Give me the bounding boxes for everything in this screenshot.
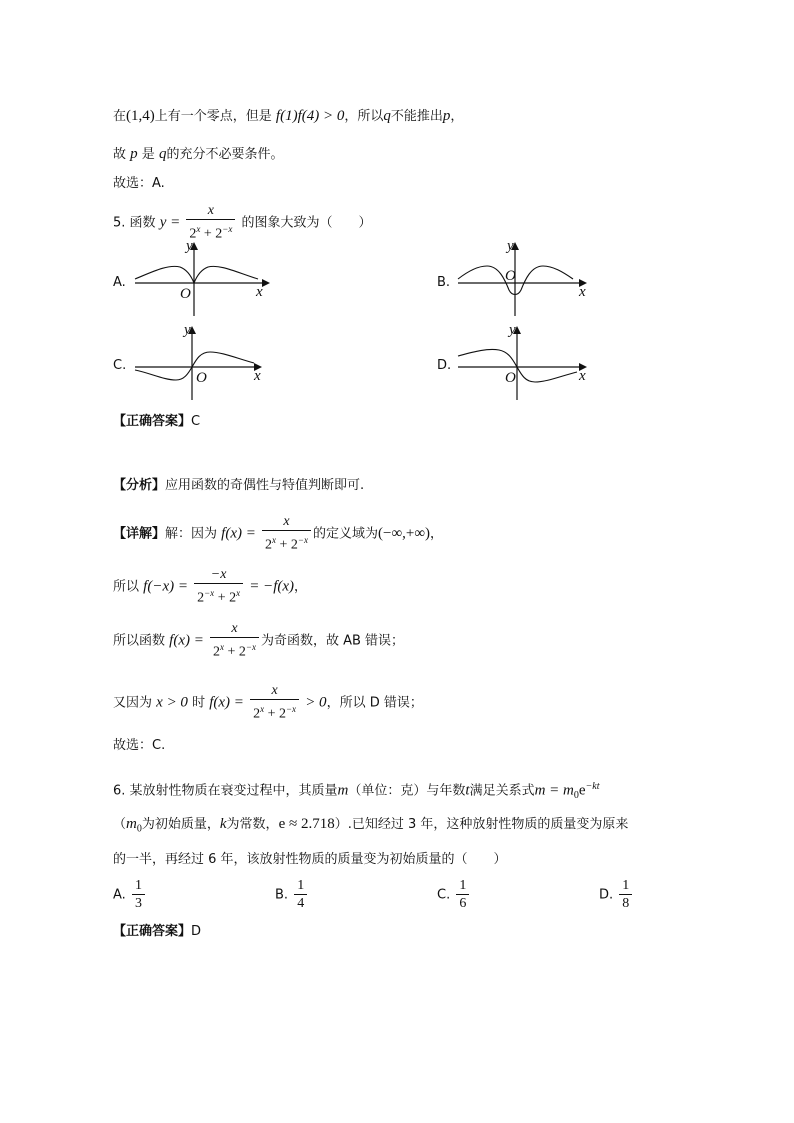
den-plus: + 2 [276, 537, 298, 553]
text-span: 为初始质量， [141, 817, 220, 832]
text-span: 是 [141, 147, 155, 162]
math-rhs: = −f(x) [249, 578, 295, 595]
den-exp: −x [285, 704, 297, 714]
math-lhs: y = [159, 214, 181, 231]
answer-value: D [191, 924, 202, 939]
option-b-label: B. [437, 275, 451, 290]
graph-a [130, 238, 270, 318]
fraction [250, 683, 299, 723]
function-curve [135, 266, 258, 283]
detail-step-1 [113, 514, 443, 554]
answer-label: 【正确答案】 [113, 414, 192, 429]
fraction [294, 878, 307, 912]
y-label: y [186, 238, 193, 254]
option-a-label: A. [113, 275, 126, 290]
question-6-line-2 [113, 815, 628, 839]
answer-line-q5 [113, 413, 200, 431]
den-plus: + 2 [223, 644, 246, 660]
option-c-label: C. [113, 358, 127, 373]
analysis-label: 【分析】 [113, 478, 166, 493]
fraction-denominator [250, 699, 299, 723]
text-span: ，所以 D 错误； [326, 695, 423, 711]
fraction-denominator [262, 530, 311, 554]
den-exp: x [219, 642, 224, 652]
origin-label: O [505, 268, 516, 284]
text-span: 6. 某放射性物质在衰变过程中，其质量 [113, 783, 338, 799]
math-e: e [578, 782, 586, 799]
math-var-m: m [337, 782, 349, 799]
y-label: y [184, 322, 191, 338]
answer-label: 【正确答案】 [113, 924, 192, 939]
question-6-line-3: 的一半，再经过 6 年，该放射性物质的质量变为初始质量的（ ） [113, 852, 507, 867]
fraction [186, 203, 235, 243]
text-span: 上有一个零点，但是 [154, 109, 272, 124]
fraction-numerator: 1 [622, 878, 630, 893]
text-span: 又因为 [113, 695, 153, 711]
fraction-numerator: −x [210, 567, 227, 582]
den-exp: x [260, 704, 265, 714]
fraction-denominator [194, 583, 243, 607]
text-span: 为奇函数，故 AB 错误； [260, 633, 405, 649]
math-lhs: f(x) = [221, 525, 256, 542]
math-eq: m = m [534, 782, 574, 799]
option-label: A. [113, 887, 126, 903]
den-base: 2 [197, 590, 205, 606]
text-span: 的图象大致为（ ） [241, 215, 372, 231]
math-condition: x > 0 [156, 694, 188, 711]
text-span: 在 [113, 109, 127, 124]
math-var-k: k [219, 816, 227, 832]
den-exp: −x [297, 535, 308, 545]
text-span: 所以函数 [113, 633, 166, 649]
graph-b [455, 238, 595, 318]
question-6-line-1 [113, 775, 600, 808]
den-exp: x [196, 224, 201, 234]
fraction-numerator: 1 [459, 878, 467, 893]
fraction-denominator: 3 [132, 894, 145, 912]
den-plus: + 2 [264, 706, 286, 722]
detail-step-2 [113, 567, 307, 607]
y-label: y [507, 238, 514, 254]
text-span: 满足关系式 [469, 783, 535, 799]
fraction-denominator: 6 [456, 894, 469, 912]
detail-step-4 [113, 683, 423, 723]
text-span: ，所以 [344, 109, 384, 124]
text-line-2 [113, 145, 283, 164]
text-line-1 [113, 107, 463, 126]
math-domain: (−∞,+∞) [378, 525, 431, 542]
graph-c [130, 322, 270, 402]
fraction [132, 878, 145, 912]
math-expression: f(1)f(4) > 0 [275, 108, 345, 124]
conclusion-line: 故选：C. [113, 738, 166, 753]
den-exp: x [236, 588, 241, 598]
text-span: （ [113, 817, 127, 832]
question-number: 5. 函数 [113, 215, 156, 231]
q6-option-a [113, 878, 147, 913]
den-plus: + 2 [214, 590, 237, 606]
math-lhs: f(x) = [169, 632, 204, 649]
math-subscript: 0 [573, 789, 579, 801]
option-label: D. [599, 887, 614, 903]
question-5 [113, 203, 372, 243]
fraction [619, 878, 632, 912]
text-span: 不能推出 [390, 109, 443, 124]
math-approx: e ≈ 2.718 [278, 816, 335, 832]
detail-step-3 [113, 621, 404, 661]
text-span: 故 [113, 147, 127, 162]
den-exp: −x [204, 588, 215, 598]
x-axis-arrow [262, 279, 270, 287]
q6-option-b [275, 878, 309, 913]
text-span: ， [450, 109, 464, 124]
math-var-q: q [158, 146, 167, 162]
text-span: 所以 [113, 579, 140, 595]
fraction-numerator: x [271, 683, 278, 698]
math-lhs: f(−x) = [143, 578, 188, 595]
math-var-p: p [130, 146, 138, 162]
answer-line-q6 [113, 923, 201, 941]
math-var-t: t [465, 782, 470, 799]
fraction-numerator: 1 [134, 878, 142, 893]
text-span: ， [294, 579, 308, 595]
text-span: 时 [192, 695, 206, 711]
den-exp: −x [222, 224, 233, 234]
fraction-denominator: 4 [294, 894, 307, 912]
math-subscript: 0 [136, 823, 142, 835]
analysis-line [113, 477, 364, 495]
graph-d [455, 322, 595, 402]
den-plus: + 2 [200, 226, 223, 242]
fraction [210, 621, 259, 661]
option-label: C. [437, 887, 451, 903]
x-label: x [254, 368, 261, 384]
fraction [262, 514, 311, 554]
x-label: x [579, 284, 586, 300]
origin-label: O [505, 370, 516, 386]
fraction-denominator [210, 637, 259, 661]
fraction-numerator: 1 [297, 878, 305, 893]
math-var-m: m [126, 816, 137, 832]
text-span: ）.已知经过 3 年，这种放射性物质的质量变为原来 [334, 817, 629, 832]
detail-label: 【详解】 [113, 526, 166, 542]
origin-label: O [196, 370, 207, 386]
answer-value: C [191, 414, 201, 429]
den-exp: −x [245, 642, 256, 652]
math-lhs: f(x) = [209, 694, 244, 711]
q6-option-c [437, 878, 471, 913]
option-d-label: D. [437, 358, 452, 373]
x-label: x [256, 284, 263, 300]
fraction-numerator: x [231, 621, 238, 636]
fraction [456, 878, 469, 912]
math-interval: (1,4) [126, 108, 155, 124]
text-span: ， [430, 526, 444, 542]
fraction-numerator: x [283, 514, 290, 529]
text-span: （单位：克）与年数 [348, 783, 466, 799]
q6-option-d [599, 878, 634, 913]
text-span: 的充分不必要条件。 [166, 147, 284, 162]
den-base: 2 [253, 706, 261, 722]
function-curve [135, 352, 254, 380]
den-base: 2 [212, 644, 220, 660]
den-base: 2 [265, 537, 272, 553]
analysis-text: 应用函数的奇偶性与特值判断即可. [165, 478, 365, 493]
den-base: 2 [189, 226, 197, 242]
origin-label: O [180, 286, 191, 302]
text-span: 解：因为 [165, 526, 218, 542]
fraction-numerator: x [207, 203, 214, 218]
math-rhs: > 0 [305, 694, 327, 711]
text-span: 的定义域为 [312, 526, 378, 542]
text-span: 为常数， [226, 817, 279, 832]
math-var-p: p [442, 108, 451, 124]
math-var-q: q [383, 108, 391, 124]
y-label: y [509, 322, 516, 338]
x-label: x [579, 368, 586, 384]
option-label: B. [275, 887, 289, 903]
fraction-denominator [186, 219, 235, 243]
den-exp: x [272, 535, 276, 545]
choice-line: 故选：A. [113, 176, 165, 191]
fraction-denominator: 8 [619, 894, 632, 912]
math-exponent: −kt [585, 781, 600, 792]
fraction [194, 567, 243, 607]
